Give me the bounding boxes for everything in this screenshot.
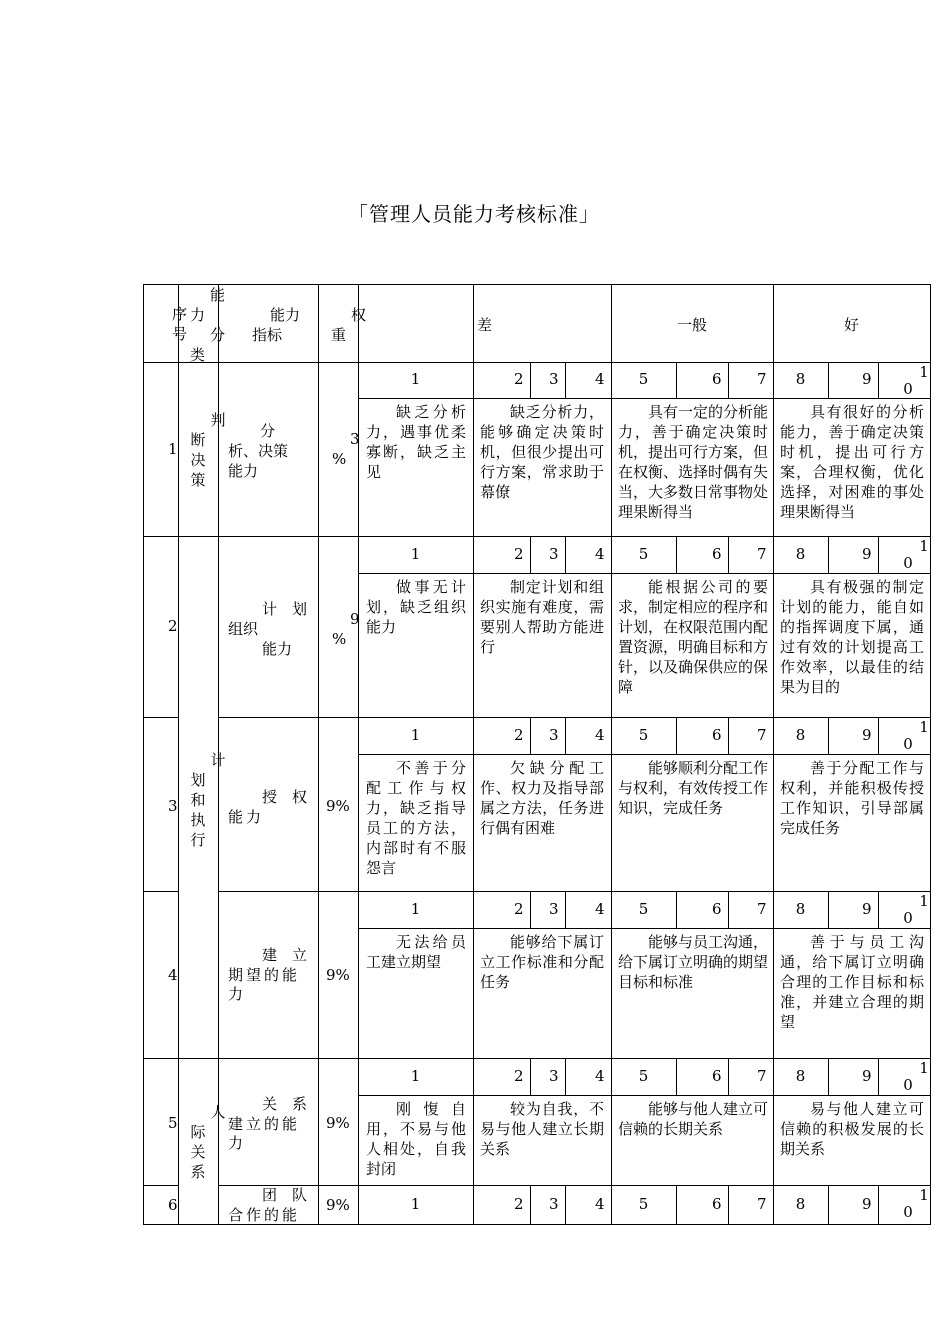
row-seq: 3	[168, 797, 178, 815]
score-label: 1	[410, 725, 421, 744]
indicator-label: 能力	[228, 462, 259, 480]
header-indicator: 指标	[252, 326, 283, 344]
indicator-label: 组织	[228, 620, 259, 638]
criteria-good: 具有极强的制定计划的能力，能自如的指挥调度下属，通过有效的计划提高工作效率，以最佳的结果为目的	[780, 578, 924, 696]
score-label: 8	[795, 725, 806, 744]
score-label: 7	[757, 1066, 767, 1085]
score-label: 9	[862, 544, 872, 563]
score-label: 6	[712, 544, 722, 563]
score-label: 6	[712, 370, 722, 388]
criteria-good: 具有很好的分析能力，善于确定决策时机，提出可行方案，合理权衡，优化选择，对困难的事处理果断得当	[780, 403, 924, 521]
score-cell-rule	[676, 717, 677, 754]
score-cell-rule	[878, 362, 879, 398]
header-category: 类	[190, 346, 206, 364]
category-judgment: 断	[190, 431, 206, 449]
category-rule	[178, 536, 218, 537]
table-top-border	[143, 284, 931, 285]
score-cell-rule	[565, 891, 566, 928]
category-judgment: 决	[190, 451, 206, 469]
score-cell-rule	[530, 536, 531, 573]
score-divider-rule	[358, 754, 930, 755]
score-label: 4	[595, 899, 605, 918]
row-rule-seq	[143, 891, 178, 892]
score-label: 3	[549, 725, 559, 744]
score-label: 6	[712, 725, 722, 744]
score-label: 2	[514, 370, 524, 388]
criteria-poor2: 能够给下属订立工作标准和分配任务	[480, 933, 604, 991]
row-rule-seq	[143, 536, 178, 537]
score-label: 8	[795, 1066, 806, 1085]
score-label: 6	[712, 1066, 722, 1085]
indicator-label: 授 权	[262, 788, 308, 806]
criteria-good: 善于与员工沟通，给下属订立明确合理的工作目标和标准，并建立合理的期望	[780, 933, 924, 1031]
score-label: 3	[549, 370, 559, 388]
indicator-label: 分	[260, 422, 276, 440]
row-rule	[218, 1058, 930, 1059]
score-label: 1	[410, 544, 421, 563]
score-label: 7	[757, 725, 767, 744]
score-label: 5	[638, 1194, 649, 1213]
score-cell-rule	[530, 717, 531, 754]
indicator-label: 建 立	[262, 946, 308, 964]
score-cell-rule	[565, 1058, 566, 1095]
row-rule	[218, 891, 930, 892]
score-cell-rule	[828, 717, 829, 754]
criteria-poor2: 制定计划和组织实施有难度，需要别人帮助方能进行	[480, 578, 604, 656]
score-label: 9	[862, 1194, 872, 1213]
indicator-label: 关 系	[262, 1095, 308, 1113]
score-cell-rule	[565, 536, 566, 573]
criteria-poor: 刚愎自用，不易与他人相处，自我封闭	[366, 1100, 466, 1178]
score-cell-rule	[530, 1058, 531, 1095]
score-cell-rule	[878, 1058, 879, 1095]
score-label: 1	[919, 892, 929, 910]
score-cell-rule	[828, 1058, 829, 1095]
cell-mask	[179, 717, 218, 718]
score-label: 2	[514, 1066, 524, 1085]
category-relations: 系	[190, 1163, 206, 1181]
score-label: 1	[919, 363, 929, 381]
score-label: 4	[595, 1066, 605, 1085]
criteria-fair: 具有一定的分析能力，善于确定决策时机，提出可行方案，但在权衡、选择时偶有失当，大多数日常事物处理果断得当	[618, 403, 768, 521]
row-rule-seq	[143, 717, 178, 718]
cell-mask	[179, 891, 218, 892]
score-label: 9	[862, 370, 872, 388]
header-weight: 权	[351, 306, 367, 324]
score-cell-rule	[728, 536, 729, 573]
score-cell-rule	[676, 891, 677, 928]
score-cell-rule	[530, 891, 531, 928]
category-judgment: 策	[190, 471, 206, 489]
row-seq: 4	[168, 966, 178, 984]
score-cell-rule	[676, 362, 677, 398]
row-weight: %	[332, 630, 347, 648]
row-weight: 3	[350, 430, 360, 448]
column-rule	[178, 284, 179, 1225]
score-cell-rule	[828, 1185, 829, 1224]
criteria-fair: 能根据公司的要求，制定相应的程序和计划，在权限范围内配置资源，明确目标和方针，以及确保供应的保障	[618, 578, 768, 696]
score-label: 2	[514, 1194, 524, 1213]
score-cell-rule	[878, 891, 879, 928]
score-label: 2	[514, 725, 524, 744]
indicator-label: 团 队	[262, 1186, 308, 1204]
score-label: 7	[757, 544, 767, 563]
criteria-poor2: 缺乏分析力，能够确定决策时机，但很少提出可行方案，常求助于幕僚	[480, 403, 604, 501]
row-weight: %	[332, 450, 347, 468]
criteria-fair: 能够顺利分配工作与权利，有效传授工作知识，完成任务	[618, 759, 768, 817]
score-label: 4	[595, 725, 605, 744]
score-label: 2	[514, 544, 524, 563]
score-label: 5	[638, 899, 649, 918]
row-rule	[218, 536, 930, 537]
score-label: 4	[595, 544, 605, 563]
criteria-good: 善于分配工作与权利，并能积极传授工作知识，引导部属完成任务	[780, 759, 924, 837]
category-judgment: 判	[210, 411, 226, 429]
score-label: 1	[919, 537, 929, 555]
score-label: 7	[757, 370, 767, 388]
score-label: 1	[410, 899, 421, 918]
score-label: 5	[638, 1066, 649, 1085]
row-weight: 9%	[326, 1196, 350, 1214]
criteria-poor: 不善于分配工作与权力，缺乏指导员工的方法，内部时有不服怨言	[366, 759, 466, 877]
score-cell-rule	[565, 717, 566, 754]
score-label: 3	[549, 1066, 559, 1085]
score-label: 0	[903, 1076, 913, 1094]
header-seq: 号	[172, 325, 188, 343]
score-label: 9	[862, 1066, 872, 1085]
indicator-label: 能力	[228, 808, 265, 826]
score-label: 3	[549, 1194, 559, 1213]
category-planning: 执	[190, 811, 206, 829]
score-label: 1	[919, 1186, 929, 1204]
score-cell-rule	[728, 1058, 729, 1095]
header-bottom-rule	[143, 362, 930, 363]
score-label: 5	[638, 725, 649, 744]
score-cell-rule	[676, 1058, 677, 1095]
score-label: 0	[903, 554, 913, 572]
score-cell-rule	[565, 1185, 566, 1224]
score-cell-rule	[530, 1185, 531, 1224]
score-label: 0	[903, 1203, 913, 1221]
score-label: 8	[795, 544, 806, 563]
criteria-poor: 无法给员工建立期望	[366, 933, 466, 971]
score-label: 8	[795, 1194, 806, 1213]
row-rule-seq	[143, 1058, 178, 1059]
score-cell-rule	[828, 362, 829, 398]
score-cell-rule	[728, 362, 729, 398]
header-category: 分	[210, 326, 226, 344]
score-cell-rule	[676, 536, 677, 573]
score-divider-rule	[358, 573, 930, 574]
column-rule	[473, 284, 474, 1225]
criteria-poor: 做事无计划，缺乏组织能力	[366, 578, 466, 636]
category-relations: 际	[190, 1123, 206, 1141]
score-cell-rule	[878, 536, 879, 573]
score-label: 5	[638, 370, 649, 388]
header-category: 能	[210, 286, 226, 304]
cell-mask	[179, 1185, 218, 1186]
score-cell-rule	[530, 362, 531, 398]
score-cell-rule	[878, 717, 879, 754]
category-relations: 关	[190, 1143, 206, 1161]
score-label: 5	[638, 544, 649, 563]
row-rule-seq	[143, 1185, 178, 1186]
row-weight: 9%	[326, 966, 350, 984]
score-label: 7	[757, 899, 767, 918]
score-label: 8	[795, 899, 806, 918]
row-weight: 9%	[326, 1114, 350, 1132]
score-label: 3	[549, 544, 559, 563]
row-seq: 2	[168, 617, 178, 635]
header-fair: 一般	[676, 316, 707, 334]
indicator-label: 计 划	[262, 600, 308, 618]
header-seq: 序	[172, 305, 188, 323]
score-label: 1	[410, 370, 421, 388]
score-cell-rule	[828, 891, 829, 928]
page-title: 「管理人员能力考核标准」	[348, 202, 600, 226]
score-label: 6	[712, 899, 722, 918]
score-label: 0	[903, 735, 913, 753]
score-label: 2	[514, 899, 524, 918]
score-cell-rule	[878, 1185, 879, 1224]
indicator-label: 合作的能	[228, 1206, 301, 1224]
score-label: 4	[595, 370, 605, 388]
column-rule	[143, 284, 144, 1225]
header-category: 力	[190, 306, 206, 324]
criteria-good: 易与他人建立可信赖的积极发展的长期关系	[780, 1100, 924, 1158]
category-planning: 行	[190, 831, 206, 849]
indicator-label: 析、决策	[228, 442, 289, 460]
row-rule	[218, 1185, 930, 1186]
header-indicator: 能力	[270, 306, 301, 324]
score-label: 1	[919, 1059, 929, 1077]
score-divider-rule	[358, 398, 930, 399]
category-planning: 计	[210, 751, 226, 769]
score-label: 7	[757, 1194, 767, 1213]
score-label: 3	[549, 899, 559, 918]
criteria-fair: 能够与员工沟通，给下属订立明确的期望目标和标准	[618, 933, 768, 991]
category-rule	[178, 1058, 218, 1059]
category-planning: 划	[190, 771, 206, 789]
header-good: 好	[843, 316, 859, 334]
row-seq: 5	[168, 1114, 178, 1132]
indicator-label: 建立的能力	[228, 1115, 301, 1152]
category-relations: 人	[210, 1103, 226, 1121]
row-rule	[218, 717, 930, 718]
header-weight: 重	[331, 326, 347, 344]
column-rule	[930, 284, 931, 1225]
header-poor: 差	[476, 316, 492, 334]
criteria-poor2: 欠缺分配工作、权力及指导部属之方法，任务进行偶有困难	[480, 759, 604, 837]
criteria-poor2: 较为自我，不易与他人建立长期关系	[480, 1100, 604, 1158]
score-cell-rule	[828, 536, 829, 573]
score-label: 1	[410, 1066, 421, 1085]
score-cell-rule	[728, 891, 729, 928]
score-label: 9	[862, 899, 872, 918]
score-label: 0	[903, 380, 913, 398]
score-label: 1	[410, 1194, 421, 1213]
score-cell-rule	[676, 1185, 677, 1224]
criteria-fair: 能够与他人建立可信赖的长期关系	[618, 1100, 768, 1138]
score-divider-rule	[358, 1095, 930, 1096]
score-divider-rule	[358, 928, 930, 929]
score-cell-rule	[728, 1185, 729, 1224]
score-label: 9	[862, 725, 872, 744]
indicator-label: 能力	[262, 640, 293, 658]
row-weight: 9%	[326, 797, 350, 815]
score-cell-rule	[728, 717, 729, 754]
indicator-label: 期望的能力	[228, 966, 301, 1003]
score-label: 0	[903, 909, 913, 927]
row-seq: 1	[168, 440, 178, 458]
row-seq: 6	[168, 1196, 178, 1214]
row-weight: 9	[350, 610, 360, 628]
score-label: 4	[595, 1194, 605, 1213]
score-label: 8	[795, 370, 806, 388]
score-label: 6	[712, 1194, 722, 1213]
score-label: 1	[919, 718, 929, 736]
criteria-poor: 缺乏分析力，遇事优柔寡断，缺乏主见	[366, 403, 466, 481]
category-planning: 和	[190, 791, 206, 809]
score-cell-rule	[565, 362, 566, 398]
